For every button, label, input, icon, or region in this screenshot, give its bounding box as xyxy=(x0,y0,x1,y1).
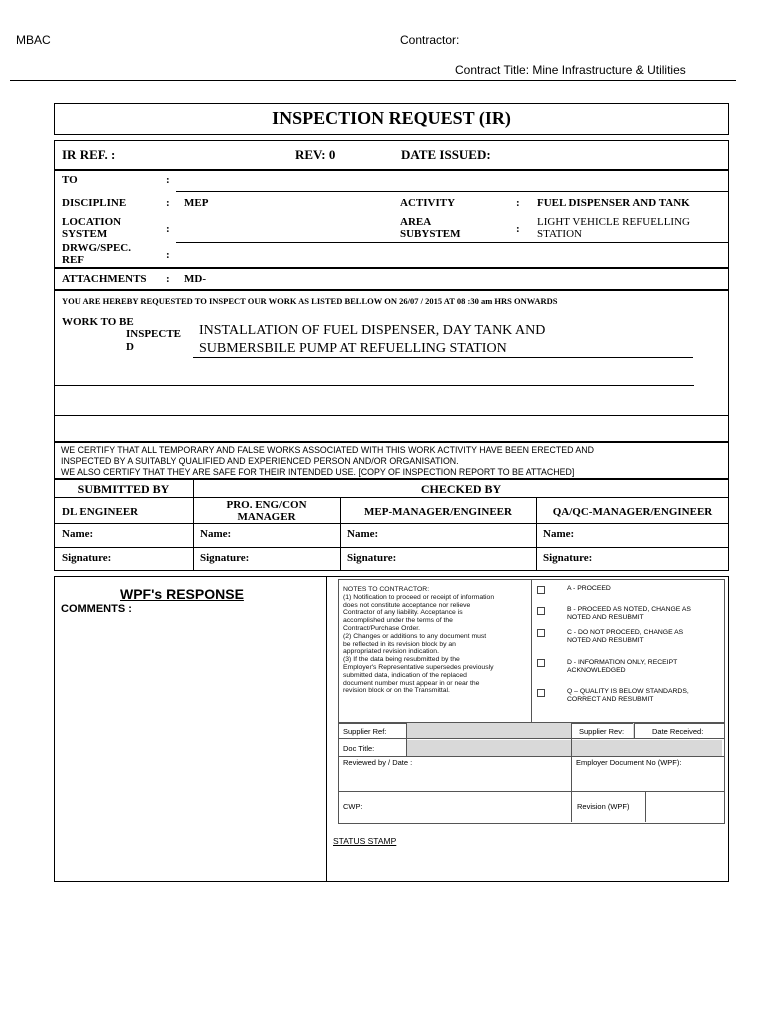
area-colon: : xyxy=(516,223,520,235)
discipline-label: DISCIPLINE xyxy=(62,197,127,209)
stamp-notes-divider xyxy=(531,579,532,722)
name-field-4[interactable]: Name: xyxy=(543,528,575,540)
work-underline-1 xyxy=(193,357,693,358)
response-title: WPF's RESPONSE xyxy=(120,586,244,602)
signature-field-3[interactable]: Signature: xyxy=(347,552,397,564)
name-field-2[interactable]: Name: xyxy=(200,528,232,540)
attachments-value: MD- xyxy=(184,273,206,285)
work-block xyxy=(54,290,729,442)
option-q-checkbox[interactable] xyxy=(537,689,545,697)
work-label-2: INSPECTE xyxy=(126,328,182,340)
supplier-ref-label: Supplier Ref: xyxy=(343,727,387,736)
ir-ref-row xyxy=(54,140,729,170)
name-field-1[interactable]: Name: xyxy=(62,528,94,540)
certification-block xyxy=(54,442,729,479)
drwg-label: DRWG/SPEC. REF xyxy=(62,242,131,266)
location-underline xyxy=(176,242,728,243)
comments-label: COMMENTS : xyxy=(61,603,132,615)
sig-divider-1 xyxy=(54,497,729,498)
ir-ref-label: IR REF. : xyxy=(62,147,116,162)
option-q-label: Q – QUALITY IS BELOW STANDARDS, CORRECT AND RESUBMIT xyxy=(567,688,689,703)
notes-to-contractor: NOTES TO CONTRACTOR: (1) Notification to proceed or receipt of information does not constitute acceptance nor relieve Contractor of any liability. Acceptance is accomplished under the terms of the Contract/Purchase Order. (2) Changes or additions to any document must be reflected in its revision block by an appropriated revision indication. (3) If the data being resubmitted by the Employer's Representative supersedes previously submitted data, indication of the replaced document number must appear in or near the revision block or on the Transmittal. xyxy=(343,586,495,695)
attachments-label: ATTACHMENTS xyxy=(62,273,147,285)
signature-field-1[interactable]: Signature: xyxy=(62,552,112,564)
grid-h2 xyxy=(338,756,724,757)
to-underline xyxy=(176,191,728,192)
work-label-1: WORK TO BE xyxy=(62,316,134,328)
drwg-colon: : xyxy=(166,249,170,261)
activity-value: FUEL DISPENSER AND TANK xyxy=(537,197,690,209)
role-mep-manager: MEP-MANAGER/ENGINEER xyxy=(364,506,512,518)
area-value: LIGHT VEHICLE REFUELLING STATION xyxy=(537,216,690,240)
work-label-3: D xyxy=(126,341,134,353)
option-b-label: B - PROCEED AS NOTED, CHANGE AS NOTED AND RESUBMIT xyxy=(567,606,691,621)
option-d-label: D - INFORMATION ONLY, RECEIPT ACKNOWLEDGED xyxy=(567,659,678,674)
submitted-by: SUBMITTED BY xyxy=(77,482,170,496)
request-text: YOU ARE HEREBY REQUESTED TO INSPECT OUR WORK AS LISTED BELLOW ON 26/07 / 2015 AT 08 :30 am HRS ONWARDS xyxy=(62,296,558,306)
to-label: TO xyxy=(62,174,78,186)
work-line-2: SUBMERSBILE PUMP AT REFUELLING STATION xyxy=(199,341,507,356)
signature-field-4[interactable]: Signature: xyxy=(543,552,593,564)
date-issued-label: DATE ISSUED: xyxy=(401,147,491,162)
status-stamp-label: STATUS STAMP xyxy=(333,836,397,846)
grid-v3 xyxy=(634,722,635,738)
option-c-checkbox[interactable] xyxy=(537,629,545,637)
title-box xyxy=(54,103,729,135)
discipline-colon: : xyxy=(166,197,170,209)
grid-v4 xyxy=(645,791,646,822)
date-received-label: Date Received: xyxy=(652,727,704,736)
supplier-ref-field[interactable] xyxy=(407,723,571,738)
response-vdivider xyxy=(326,576,327,882)
name-field-3[interactable]: Name: xyxy=(347,528,379,540)
form-title: INSPECTION REQUEST (IR) xyxy=(272,108,511,128)
certify-line-3: WE ALSO CERTIFY THAT THEY ARE SAFE FOR THEIR INTENDED USE. [COPY OF INSPECTION REPORT TO BE ATTACHED] xyxy=(61,467,575,477)
location-label: LOCATION SYSTEM xyxy=(62,216,122,240)
employer-doc-label: Employer Document No (WPF): xyxy=(576,758,682,767)
area-label: AREA SUBYSTEM xyxy=(400,216,461,240)
discipline-value: MEP xyxy=(184,197,209,209)
work-divider xyxy=(54,415,729,416)
company-name: MBAC xyxy=(16,33,51,47)
doc-title-field[interactable] xyxy=(407,740,571,756)
sig-divider-2 xyxy=(54,523,729,524)
supplier-rev-label: Supplier Rev: xyxy=(579,727,625,736)
doc-title-label: Doc Title: xyxy=(343,744,375,753)
grid-h3 xyxy=(338,791,724,792)
option-b-checkbox[interactable] xyxy=(537,607,545,615)
reviewed-by-label: Reviewed by / Date : xyxy=(343,758,413,767)
location-colon: : xyxy=(166,223,170,235)
certify-line-2: INSPECTED BY A SUITABLY QUALIFIED AND EXPERIENCED PERSON AND/OR ORGANISATION. xyxy=(61,456,459,466)
checked-by: CHECKED BY xyxy=(420,482,502,496)
revision-label: Revision (WPF) xyxy=(577,802,630,811)
certify-line-1: WE CERTIFY THAT ALL TEMPORARY AND FALSE WORKS ASSOCIATED WITH THIS WORK ACTIVITY HAVE BEEN ERECTED AND xyxy=(61,445,594,455)
to-colon: : xyxy=(166,174,170,186)
attachments-row xyxy=(54,268,729,290)
attachments-colon: : xyxy=(166,273,170,285)
grid-h1 xyxy=(338,738,724,739)
option-a-checkbox[interactable] xyxy=(537,586,545,594)
doc-title-field-2[interactable] xyxy=(572,740,722,756)
option-a-label: A - PROCEED xyxy=(567,585,611,592)
sig-divider-3 xyxy=(54,547,729,548)
contractor-label: Contractor: xyxy=(400,33,460,47)
activity-label: ACTIVITY xyxy=(400,197,456,209)
role-pro-eng: PRO. ENG/CON MANAGER xyxy=(226,499,307,523)
activity-colon: : xyxy=(516,197,520,209)
cwp-label: CWP: xyxy=(343,802,363,811)
contract-title: Contract Title: Mine Infrastructure & Utilities xyxy=(455,63,686,77)
work-underline-2 xyxy=(54,385,694,386)
rev-label: REV: 0 xyxy=(295,147,336,162)
option-c-label: C - DO NOT PROCEED, CHANGE AS NOTED AND RESUBMIT xyxy=(567,629,684,644)
role-qaqc-manager: QA/QC-MANAGER/ENGINEER xyxy=(552,506,713,518)
role-dl-engineer: DL ENGINEER xyxy=(62,506,139,518)
work-line-1: INSTALLATION OF FUEL DISPENSER, DAY TANK AND xyxy=(199,323,546,338)
grid-v2 xyxy=(571,722,572,822)
header-rule xyxy=(10,80,736,81)
grid-v1 xyxy=(406,722,407,756)
signature-field-2[interactable]: Signature: xyxy=(200,552,250,564)
option-d-checkbox[interactable] xyxy=(537,659,545,667)
